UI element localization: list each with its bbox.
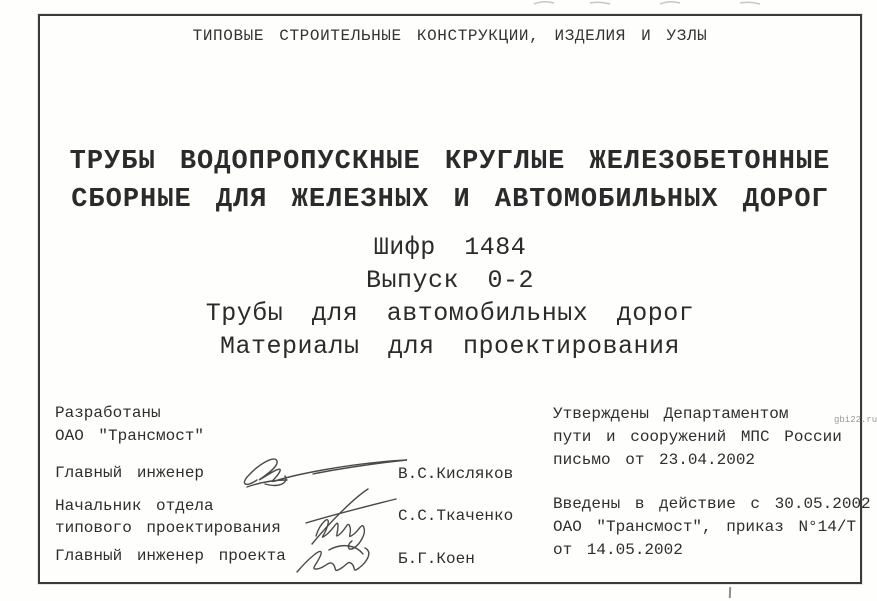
subtitle-line2: Материалы для проектирования <box>219 332 681 361</box>
series-header: ТИПОВЫЕ СТРОИТЕЛЬНЫЕ КОНСТРУКЦИИ, ИЗДЕЛИЯ И УЗЛЫ <box>192 27 708 45</box>
approved-line2: пути и сооружений МПС России <box>553 428 842 446</box>
signatory-name-tkachenko: С.С.Ткаченко <box>398 507 514 525</box>
subtitle-line1: Трубы для автомобильных дорог <box>205 299 695 328</box>
signatory-name-koen: Б.Г.Коен <box>398 550 475 568</box>
signatory-role-chief-project-engineer: Главный инженер проекта <box>55 547 286 565</box>
effective-line1: Введены в действие с 30.05.2002 <box>553 495 871 513</box>
signature-koen <box>293 540 378 578</box>
approved-line1: Утверждены Департаментом <box>553 405 789 423</box>
signatory-name-kislyakov: В.С.Кисляков <box>398 465 514 483</box>
cipher-line: Шифр 1484 <box>373 233 527 262</box>
signatory-role-dept-head-line2: типового проектирования <box>55 519 281 537</box>
signatory-role-dept-head-line1: Начальник отдела <box>55 497 214 515</box>
main-title-line2: СБОРНЫЕ ДЛЯ ЖЕЛЕЗНЫХ И АВТОМОБИЛЬНЫХ ДОРОГ <box>71 185 829 215</box>
approved-line3: письмо от 23.04.2002 <box>553 451 756 469</box>
main-title-line1: ТРУБЫ ВОДОПРОПУСКНЫЕ КРУГЛЫЕ ЖЕЛЕЗОБЕТОННЫЕ <box>69 147 831 177</box>
main-title <box>38 143 862 219</box>
developed-organization: ОАО "Трансмост" <box>55 427 205 445</box>
scan-artifact-top-marks <box>528 0 778 6</box>
scan-artifact-bottom-tick <box>729 587 731 598</box>
effective-line3: от 14.05.2002 <box>553 541 683 559</box>
issue-line: Выпуск 0-2 <box>365 266 535 295</box>
subtitle-block <box>38 231 862 363</box>
effective-line2: ОАО "Трансмост", приказ N°14/Т <box>553 518 857 536</box>
signatory-role-chief-engineer: Главный инженер <box>55 464 205 482</box>
site-watermark: gbi22.ru <box>834 415 877 425</box>
developed-label: Разработаны <box>55 404 161 422</box>
